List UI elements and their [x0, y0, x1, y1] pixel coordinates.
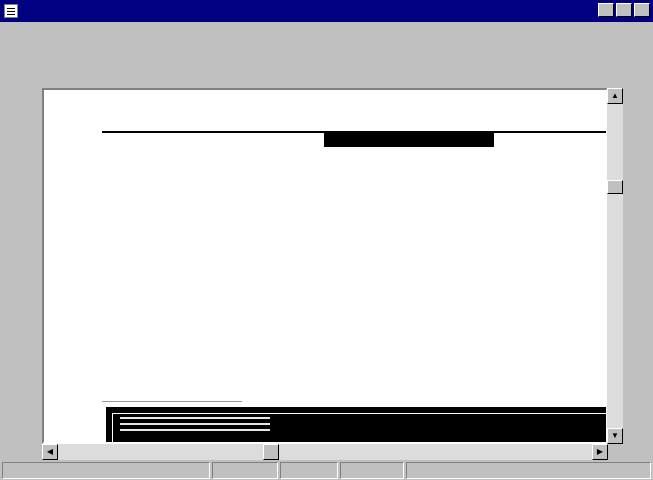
status-extra — [406, 462, 651, 479]
banner — [106, 407, 608, 444]
horizontal-scroll-thumb[interactable] — [263, 444, 279, 460]
status-date — [280, 462, 338, 479]
status-file-path — [2, 462, 210, 479]
column-rule — [102, 401, 242, 402]
status-time — [340, 462, 404, 479]
maximize-button[interactable] — [616, 3, 632, 17]
horizontal-scrollbar[interactable] — [42, 444, 608, 460]
document-page — [44, 90, 606, 442]
document-viewport[interactable] — [42, 88, 608, 444]
status-page — [212, 462, 278, 479]
vertical-scrollbar[interactable] — [607, 88, 623, 444]
vertical-scroll-thumb[interactable] — [607, 180, 623, 194]
scroll-left-button[interactable]: ◀ — [42, 444, 58, 460]
window-controls — [598, 3, 650, 17]
scroll-down-button[interactable]: ▼ — [607, 428, 623, 444]
scroll-right-button[interactable]: ▶ — [592, 444, 608, 460]
feature-label — [324, 133, 494, 147]
minimize-button[interactable] — [598, 3, 614, 17]
banner-decoration — [120, 417, 270, 419]
scroll-up-button[interactable]: ▲ — [607, 88, 623, 104]
app-icon[interactable] — [4, 4, 18, 18]
title-bar — [0, 0, 653, 22]
close-button[interactable] — [634, 3, 650, 17]
status-bar — [0, 461, 653, 480]
